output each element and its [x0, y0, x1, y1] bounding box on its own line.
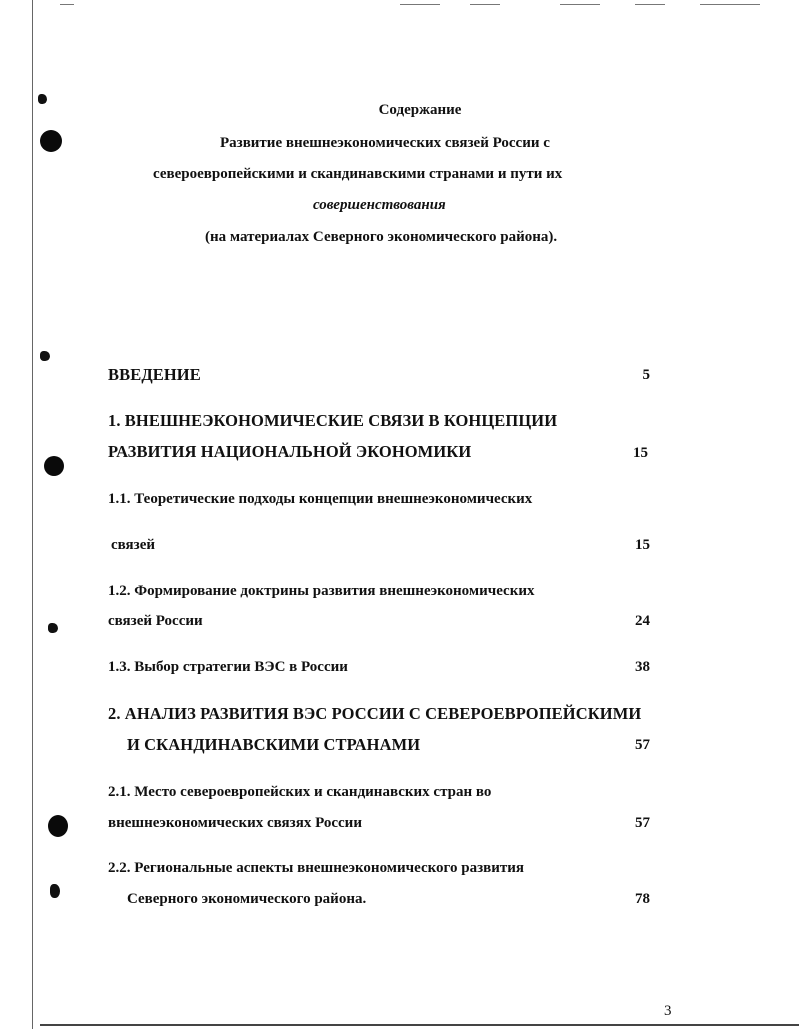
subtitle-line-3: совершенствования — [313, 197, 446, 213]
page-number: 3 — [664, 1003, 672, 1019]
toc-entry-chapter-2-cont: И СКАНДИНАВСКИМИ СТРАНАМИ — [127, 735, 421, 754]
toc-entry-section-2-1: 2.1. Место североевропейских и скандинавских стран во — [108, 784, 492, 800]
binding-margin-line — [32, 0, 33, 1029]
punch-hole-mark — [48, 623, 58, 633]
scan-top-mark — [560, 4, 600, 5]
scan-top-mark — [700, 4, 760, 5]
scan-top-mark — [470, 4, 500, 5]
toc-entry-section-1-1-cont: связей — [111, 537, 156, 553]
toc-page-number: 15 — [635, 537, 650, 553]
subtitle-line-2: североевропейскими и скандинавскими странами и пути их — [153, 166, 563, 182]
toc-entry-section-1-2: 1.2. Формирование доктрины развития внешнеэкономических — [108, 583, 535, 599]
scan-top-mark — [635, 4, 665, 5]
subtitle-line-1: Развитие внешнеэкономических связей России с — [220, 135, 550, 151]
toc-entry-chapter-1: 1. ВНЕШНЕЭКОНОМИЧЕСКИЕ СВЯЗИ В КОНЦЕПЦИИ — [108, 411, 558, 430]
punch-hole-mark — [38, 94, 47, 104]
toc-page-number: 38 — [635, 659, 650, 675]
toc-entry-section-2-2: 2.2. Региональные аспекты внешнеэкономического развития — [108, 860, 524, 876]
toc-page-number: 57 — [635, 815, 650, 831]
subtitle-line-4: (на материалах Северного экономического района). — [205, 229, 558, 245]
page-bottom-rule — [40, 1024, 799, 1026]
toc-entry-chapter-1-cont: РАЗВИТИЯ НАЦИОНАЛЬНОЙ ЭКОНОМИКИ — [108, 442, 472, 461]
toc-entry-section-1-3: 1.3. Выбор стратегии ВЭС в России — [108, 659, 348, 675]
punch-hole-mark — [50, 884, 60, 898]
toc-entry-section-1-1: 1.1. Теоретические подходы концепции внешнеэкономических — [108, 491, 533, 507]
toc-entry-introduction: ВВЕДЕНИЕ — [108, 365, 201, 384]
scan-top-mark — [400, 4, 440, 5]
toc-page-number: 57 — [635, 737, 650, 753]
toc-page-number: 78 — [635, 891, 650, 907]
toc-entry-section-2-1-cont: внешнеэкономических связях России — [108, 815, 362, 831]
scan-top-mark — [60, 4, 74, 5]
toc-page-number: 24 — [635, 613, 650, 629]
toc-entry-chapter-2: 2. АНАЛИЗ РАЗВИТИЯ ВЭС РОССИИ С СЕВЕРОЕВРОПЕЙСКИМИ — [108, 704, 642, 723]
punch-hole — [44, 456, 64, 476]
punch-hole — [40, 130, 62, 152]
contents-title: Содержание — [378, 102, 462, 118]
punch-hole — [48, 815, 68, 837]
toc-entry-section-2-2-cont: Северного экономического района. — [127, 891, 367, 907]
toc-entry-section-1-2-cont: связей России — [108, 613, 203, 629]
toc-page-number: 15 — [633, 445, 648, 461]
punch-hole-mark — [40, 351, 50, 361]
toc-page-number: 5 — [642, 367, 650, 383]
